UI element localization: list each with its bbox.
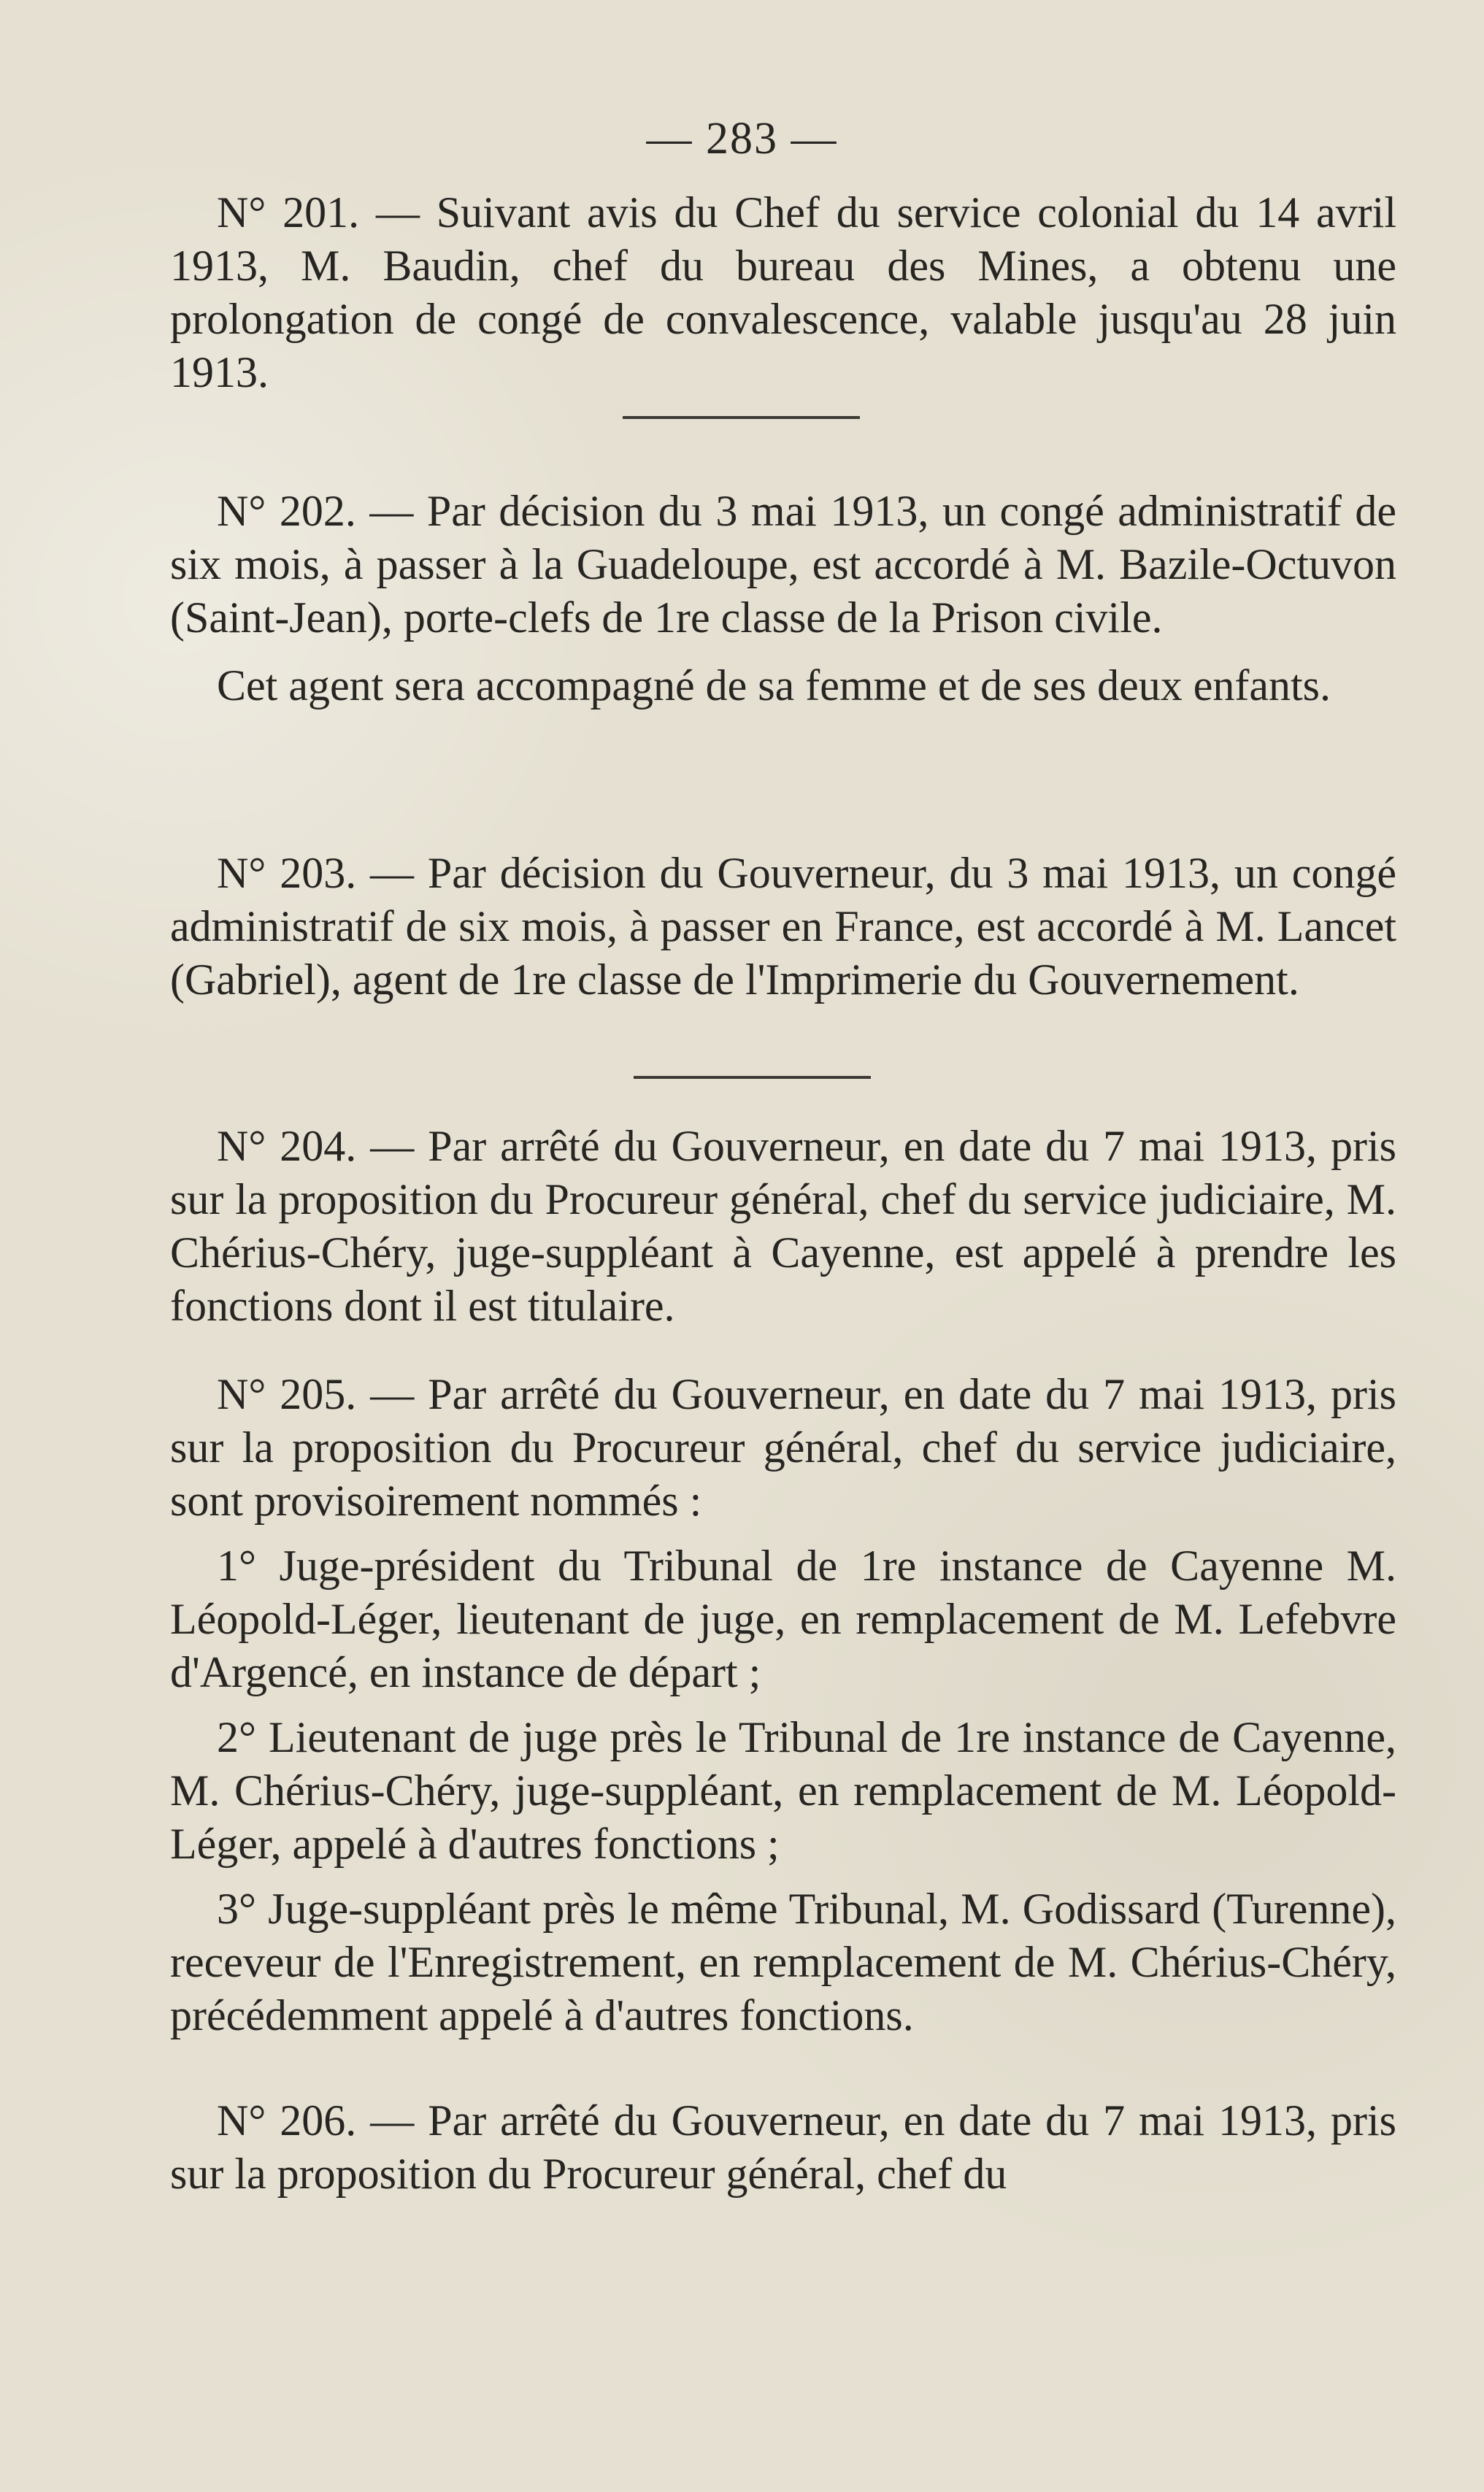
page-number: — 283 — [646, 114, 838, 164]
entry-206-paragraph-1: N° 206. — Par arrêté du Gouverneur, en date du 7 mai 1913, pris sur la proposition du Procureur général, chef du [170, 2096, 1396, 2198]
entry-205 [170, 1368, 1396, 2042]
entry-203-paragraph-1: N° 203. — Par décision du Gouverneur, du 3 mai 1913, un congé administratif de six mois, à passer en France, est accordé à M. Lancet (Gabriel), agent de 1re classe de l'Imprimerie du Gouvernement. [170, 849, 1396, 1004]
entry-202-paragraph-1: N° 202. — Par décision du 3 mai 1913, un congé administratif de six mois, à passer à la Guadeloupe, est accordé à M. Bazile-Octuvon (Saint-Jean), porte-clefs de 1re classe de la Prison civile. [170, 487, 1396, 642]
entry-201-paragraph-1: N° 201. — Suivant avis du Chef du service colonial du 14 avril 1913, M. Baudin, chef du bureau des Mines, a obtenu une prolongation de congé de convalescence, valable jusqu'au 28 juin 1913. [170, 188, 1396, 396]
section-divider-1 [623, 416, 860, 419]
entry-203 [170, 847, 1396, 1007]
entry-202 [170, 485, 1396, 712]
entry-204-paragraph-1: N° 204. — Par arrêté du Gouverneur, en date du 7 mai 1913, pris sur la proposition du Procureur général, chef du service judiciaire, M. Chérius-Chéry, juge-suppléant à Cayenne, est appelé à prendre les fonctions dont il est titulaire. [170, 1122, 1396, 1330]
entry-202-paragraph-2: Cet agent sera accompagné de sa femme et de ses deux enfants. [217, 661, 1331, 709]
entry-204 [170, 1120, 1396, 1333]
entry-205-paragraph-1: N° 205. — Par arrêté du Gouverneur, en date du 7 mai 1913, pris sur la proposition du Procureur général, chef du service judiciaire, sont provisoirement nommés : [170, 1370, 1396, 1525]
entry-205-paragraph-4: 3° Juge-suppléant près le même Tribunal, M. Godissard (Turenne), receveur de l'Enregistrement, en remplacement de M. Chérius-Chéry, précédemment appelé à d'autres fonctions. [170, 1885, 1396, 2039]
entry-206 [170, 2094, 1396, 2201]
entry-205-paragraph-2: 1° Juge-président du Tribunal de 1re instance de Cayenne M. Léopold-Léger, lieutenant de juge, en remplacement de M. Lefebvre d'Argencé, en instance de départ ; [170, 1542, 1396, 1696]
entry-205-paragraph-3: 2° Lieutenant de juge près le Tribunal de 1re instance de Cayenne, M. Chérius-Chéry, juge-suppléant, en remplacement de M. Léopold-Léger, appelé à d'autres fonctions ; [170, 1713, 1396, 1868]
section-divider-2 [634, 1076, 871, 1079]
entry-201 [170, 186, 1396, 399]
